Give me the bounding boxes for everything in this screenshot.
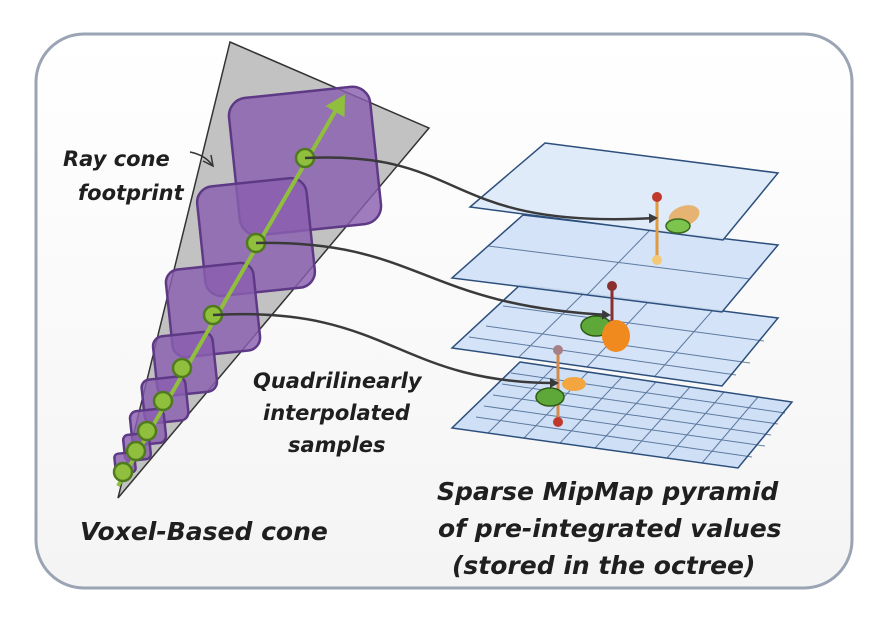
cone-caption: Voxel-Based cone bbox=[80, 517, 328, 546]
sample-point bbox=[138, 422, 156, 440]
ray-cone-label-1: Ray cone bbox=[63, 147, 170, 171]
ray-cone-label-2: footprint bbox=[78, 181, 184, 205]
samples-label-1: Quadrilinearly bbox=[253, 369, 422, 393]
pyramid-caption-1: Sparse MipMap pyramid bbox=[437, 477, 779, 506]
sample-point bbox=[114, 463, 132, 481]
pyramid-caption-2: of pre-integrated values bbox=[438, 514, 782, 543]
sample-point bbox=[173, 359, 191, 377]
sample-point bbox=[127, 442, 145, 460]
samples-label-2: interpolated bbox=[263, 401, 410, 425]
samples-label-3: samples bbox=[288, 433, 386, 457]
pyramid-caption-3: (stored in the octree) bbox=[452, 551, 756, 580]
sample-point bbox=[154, 392, 172, 410]
